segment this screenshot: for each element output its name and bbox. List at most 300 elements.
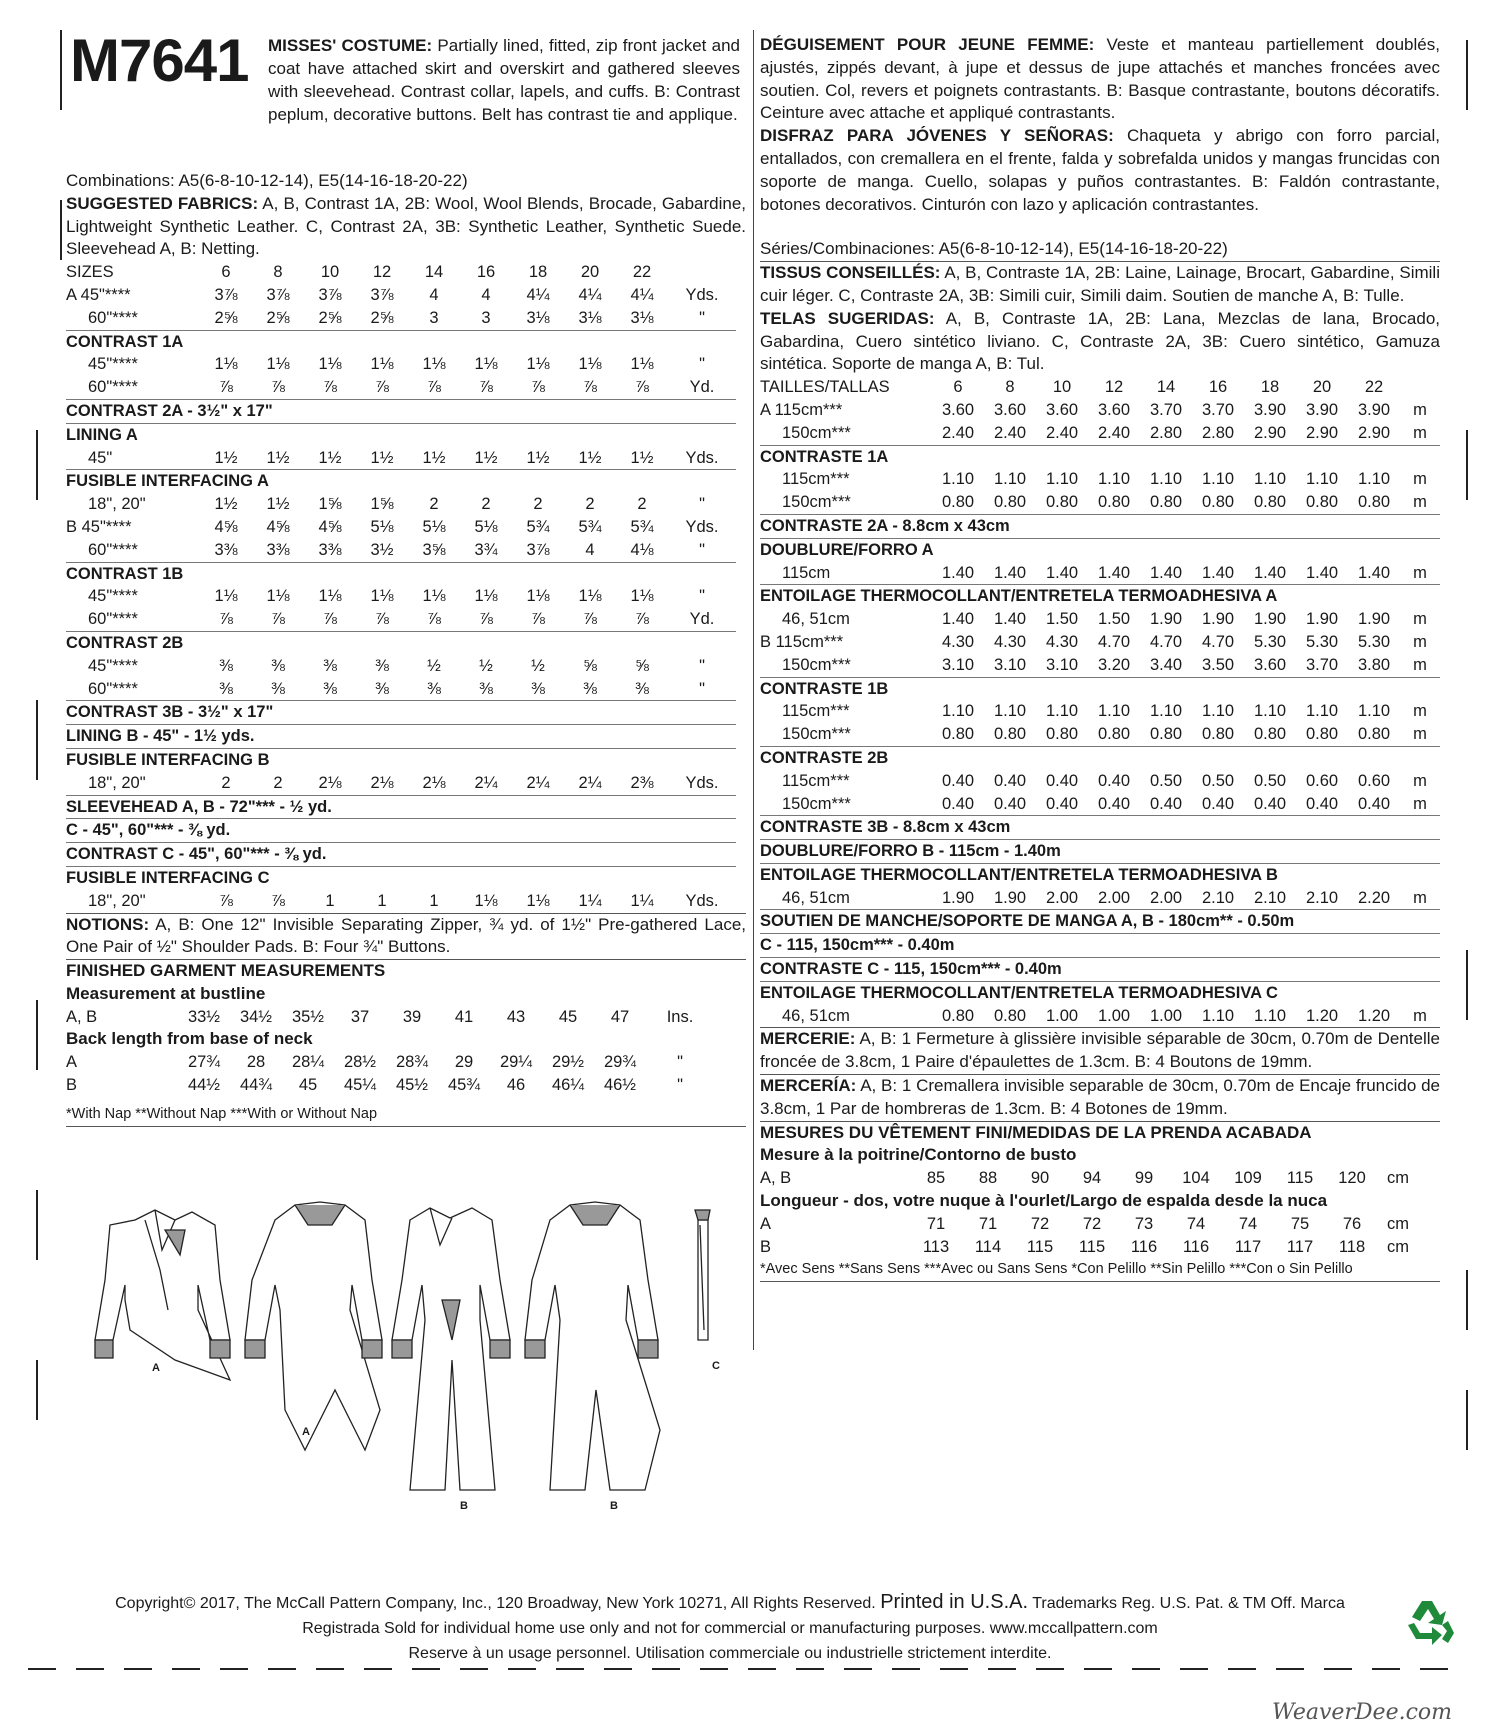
table-cell: 2¼ [474, 773, 498, 792]
table-cell: 2.40 [1045, 423, 1079, 442]
table-cell: m [1413, 610, 1427, 629]
row-label: 45"**** [88, 355, 138, 374]
mercerie-title: MERCERIE: [760, 1029, 856, 1049]
table-cell: 1⅛ [526, 587, 550, 606]
table-cell [1400, 376, 1440, 399]
footer-line-3: Reserve à un usage personnel. Utilisation commerciale ou industrielle strictement interdite. [408, 1645, 1052, 1662]
table-cell: 74 [1186, 1214, 1206, 1233]
table-cell: 1.90 [1201, 610, 1235, 629]
table-cell: ⅞ [635, 378, 649, 397]
table-cell: cm [1387, 1214, 1409, 1233]
table-cell: 4.70 [1149, 632, 1183, 651]
table-cell: ⅞ [427, 378, 441, 397]
table-cell: 99 [1134, 1169, 1154, 1188]
section-heading: CONTRASTE C - 115, 150cm*** - 0.40m [760, 958, 1440, 982]
table-row [66, 1006, 714, 1029]
table-cell: 45 [298, 1076, 318, 1095]
table-cell: 1.10 [1201, 470, 1235, 489]
table-cell: 1.40 [1045, 563, 1079, 582]
fabrics-title: SUGGESTED FABRICS: [66, 193, 259, 213]
table-cell: 1½ [422, 448, 446, 467]
table-cell: 2.40 [941, 423, 975, 442]
table-cell: ⅞ [531, 610, 545, 629]
notions-text: A, B: One 12" Invisible Separating Zipper, ¾ yd. of 1½" Pre-gathered Lace, One Pair of ½" Shoulder Pads. B: Four ¾" Buttons. [66, 914, 746, 957]
table-row [760, 934, 1440, 958]
table-cell: " [699, 587, 705, 606]
table-cell: 2 [585, 495, 595, 514]
table-cell: 28¾ [395, 1053, 429, 1072]
table-cell: ⅞ [479, 378, 493, 397]
table-cell: 1⅝ [370, 495, 394, 514]
table-cell: 90 [1030, 1169, 1050, 1188]
table-cell: 4 [585, 540, 595, 559]
table-cell: 6 [221, 263, 231, 282]
table-cell: ⅜ [219, 679, 233, 698]
table-cell: 3¾ [474, 540, 498, 559]
french-spanish-column [760, 34, 1440, 1282]
section-heading: CONTRAST C - 45", 60"*** - ⅜ yd. [66, 843, 736, 867]
table-cell: ⅜ [271, 679, 285, 698]
table-cell: ⅞ [375, 378, 389, 397]
row-label: B [760, 1237, 772, 1256]
table-cell: Yds. [685, 891, 719, 910]
mercerie-text: A, B: 1 Fermeture à glissière invisible séparable de 30cm, 0.70m de Dentelle froncée de 3.8cm, 1 Paire d'épaulettes de 1.3cm. B: 4 Boutons de 19mm. [760, 1029, 1440, 1072]
copyright-footer [60, 1590, 1400, 1666]
table-cell: 5⅛ [370, 517, 394, 536]
table-cell: 3⅞ [214, 285, 238, 304]
table-cell: 1⅛ [526, 355, 550, 374]
table-cell: 47 [610, 1007, 630, 1026]
table-cell: 2.00 [1045, 888, 1079, 907]
table-cell: m [1413, 493, 1427, 512]
table-cell: 16 [476, 263, 496, 282]
notions-title: NOTIONS: [66, 914, 150, 934]
table-cell: 33½ [187, 1007, 221, 1026]
table-cell: 12 [372, 263, 392, 282]
table-cell: Yds. [685, 517, 719, 536]
table-cell: 4¼ [578, 285, 602, 304]
section-heading: ENTOILAGE THERMOCOLLANT/ENTRETELA TERMOADHESIVA C [760, 981, 1440, 1004]
table-cell: 1¼ [630, 891, 654, 910]
table-cell: 29 [454, 1053, 474, 1072]
table-cell: 35½ [291, 1007, 325, 1026]
english-yardage-column [66, 170, 746, 1127]
margin-bar [60, 30, 62, 110]
table-cell: 3⅜ [266, 540, 290, 559]
table-cell: 5.30 [1357, 632, 1391, 651]
table-row [66, 261, 736, 284]
table-cell: ⅝ [635, 656, 649, 675]
table-cell: " [699, 495, 705, 514]
table-cell: 3⅜ [318, 540, 342, 559]
row-label: 45"**** [88, 587, 138, 606]
table-cell: 2.10 [1253, 888, 1287, 907]
margin-bar [36, 1000, 38, 1070]
pattern-code: M7641 [70, 27, 249, 94]
merceria-text: A, B: 1 Cremallera invisible separable de 30cm, 0.70m de Encaje fruncido de 3.8cm, 1 Par de hombreras de 1.3cm. B: 4 Botones de 19mm. [760, 1076, 1440, 1118]
table-cell: 41 [454, 1007, 474, 1026]
table-row [760, 863, 1440, 886]
table-cell: 1.40 [993, 563, 1027, 582]
table-cell: 1.10 [1305, 702, 1339, 721]
table-cell: 1½ [630, 448, 654, 467]
row-label: 18", 20" [88, 495, 146, 514]
label-view-a: A [152, 1362, 160, 1374]
telas-title: TELAS SUGERIDAS: [760, 308, 935, 328]
table-cell: ⅞ [219, 610, 233, 629]
table-cell: 1⅝ [318, 495, 342, 514]
table-cell: 1.10 [1357, 702, 1391, 721]
row-label: 115cm*** [782, 771, 850, 790]
table-cell: 1½ [214, 495, 238, 514]
section-heading: CONTRAST 1A [66, 330, 736, 353]
watermark-logo [1272, 1700, 1452, 1725]
table-cell: 1⅛ [474, 891, 498, 910]
row-label: A, B [760, 1169, 792, 1188]
table-cell: 0.80 [1201, 725, 1235, 744]
table-cell: 1 [325, 891, 335, 910]
table-cell: 3½ [370, 540, 394, 559]
table-row [760, 631, 1440, 654]
table-row [66, 655, 736, 678]
table-cell: 0.40 [1305, 794, 1339, 813]
table-cell: 2.00 [1097, 888, 1131, 907]
section-heading: ENTOILAGE THERMOCOLLANT/ENTRETELA TERMOADHESIVA A [760, 585, 1440, 608]
table-cell: 2⅝ [370, 308, 394, 327]
table-cell: ⅜ [583, 679, 597, 698]
fr-text: Veste et manteau partiellement doublés, ajustés, zippés devant, à jupe et dessus de jupe attachés et manches froncées avec soutien. Col, revers et poignets contrastants. B: Basque contrastante, boutons décoratifs. Ceinture avec attache et appliqué contrastants. [760, 35, 1440, 123]
fr-title: DÉGUISEMENT POUR JEUNE FEMME: [760, 35, 1095, 54]
table-cell: 4.30 [941, 632, 975, 651]
table-cell: 3.50 [1201, 655, 1235, 674]
table-cell: 1½ [370, 448, 394, 467]
table-cell: 1.40 [1357, 563, 1391, 582]
table-row [66, 284, 736, 307]
table-row [66, 866, 736, 889]
table-cell: 3⅛ [526, 308, 550, 327]
section-heading: CONTRASTE 2B [760, 746, 1440, 769]
table-row [760, 1236, 1418, 1259]
table-row [760, 399, 1440, 422]
table-cell: 0.60 [1357, 771, 1391, 790]
section-heading: CONTRAST 2A - 3½" x 17" [66, 399, 736, 423]
series: Séries/Combinaciones: A5(6-8-10-12-14), E5(14-16-18-20-22) [760, 238, 1440, 262]
table-cell: ⅞ [479, 610, 493, 629]
table-cell: 3⅛ [578, 308, 602, 327]
table-cell: " [699, 308, 705, 327]
table-cell: 1.40 [1097, 563, 1131, 582]
table-cell: 2.90 [1253, 423, 1287, 442]
table-cell: 20 [580, 263, 600, 282]
table-cell: 1.10 [941, 702, 975, 721]
table-cell: 1.10 [1253, 702, 1287, 721]
table-cell: 115 [1026, 1237, 1054, 1256]
row-label: 150cm*** [782, 794, 851, 813]
table-cell: 44½ [187, 1076, 221, 1095]
row-label: 45"**** [88, 656, 138, 675]
table-cell: ⅞ [375, 610, 389, 629]
table-cell: ⅜ [219, 656, 233, 675]
table-row [66, 631, 736, 654]
table-cell: 1½ [318, 448, 342, 467]
table-cell: 1.20 [1357, 1006, 1391, 1025]
section-heading: ENTOILAGE THERMOCOLLANT/ENTRETELA TERMOADHESIVA B [760, 863, 1440, 886]
table-cell: 2¼ [578, 773, 602, 792]
table-cell: 4.30 [1045, 632, 1079, 651]
table-row [66, 843, 736, 867]
section-heading: CONTRASTE 1A [760, 445, 1440, 468]
table-cell: Yd. [689, 378, 715, 397]
table-cell: Yd. [689, 610, 715, 629]
table-cell: 3.90 [1253, 400, 1287, 419]
row-label: B 115cm*** [760, 632, 844, 651]
section-heading: FUSIBLE INTERFACING C [66, 866, 736, 889]
table-cell: 0.50 [1149, 771, 1183, 790]
table-row [760, 538, 1440, 561]
table-cell: 2.40 [1097, 423, 1131, 442]
table-cell: 3.60 [993, 400, 1027, 419]
table-cell: 2.80 [1149, 423, 1183, 442]
table-row [66, 470, 736, 493]
table-row [760, 840, 1440, 864]
telas-sugeridas [760, 308, 1440, 376]
table-cell: " [699, 679, 705, 698]
table-cell: 4⅝ [266, 517, 290, 536]
table-row [760, 654, 1440, 677]
section-heading: C - 45", 60"*** - ⅜ yd. [66, 819, 736, 843]
table-cell: 46¼ [551, 1076, 585, 1095]
table-cell: 1.10 [1097, 702, 1131, 721]
table-cell: 72 [1082, 1214, 1102, 1233]
table-row [66, 795, 736, 819]
table-row [760, 422, 1440, 445]
table-cell: 1.50 [1045, 610, 1079, 629]
table-cell: ⅜ [635, 679, 649, 698]
table-cell: 104 [1182, 1169, 1210, 1188]
back-title-fr: Longueur - dos, votre nuque à l'ourlet/Largo de espalda desde la nuca [760, 1191, 1328, 1211]
table-row [760, 585, 1440, 608]
table-cell: 1.40 [1253, 563, 1287, 582]
table-cell: 8 [273, 263, 283, 282]
table-cell: cm [1387, 1169, 1409, 1188]
table-row [66, 819, 736, 843]
table-cell: 116 [1130, 1237, 1158, 1256]
table-cell: Yds. [685, 285, 719, 304]
table-cell: 1.10 [1149, 702, 1183, 721]
table-cell: 28¼ [291, 1053, 325, 1072]
table-cell: 117 [1234, 1237, 1262, 1256]
table-row [760, 608, 1440, 631]
table-cell: ⅜ [531, 679, 545, 698]
row-label: 150cm*** [782, 655, 851, 674]
table-row [66, 353, 736, 376]
section-heading: CONTRASTE 1B [760, 677, 1440, 700]
table-cell: 0.80 [1045, 725, 1079, 744]
table-cell: 0.50 [1201, 771, 1235, 790]
table-cell: " [699, 355, 705, 374]
table-cell: 3.80 [1357, 655, 1391, 674]
table-cell: ⅞ [271, 891, 285, 910]
tissus-text: A, B, Contraste 1A, 2B: Laine, Lainage, Brocart, Gabardine, Simili cuir léger. C, Contraste 2A, 3B: Simili cuir, Simili daim. Soutien de manche A, B: Tulle. [760, 263, 1440, 305]
footer-line-2: Registrada Sold for individual home use only and not for commercial or manufacturing purposes. www.mccallpattern.com [302, 1620, 1158, 1637]
section-heading: DOUBLURE/FORRO B - 115cm - 1.40m [760, 840, 1440, 864]
row-label: A 45"**** [66, 285, 131, 304]
table-cell: 0.50 [1253, 771, 1287, 790]
table-cell: 0.80 [1149, 725, 1183, 744]
table-cell: 1½ [214, 448, 238, 467]
table-cell: 1.10 [1097, 470, 1131, 489]
table-cell: 27¾ [187, 1053, 221, 1072]
table-cell: 1.10 [993, 470, 1027, 489]
recycle-icon [1402, 1595, 1458, 1652]
table-row [760, 770, 1440, 793]
table-cell: m [1413, 563, 1427, 582]
table-cell: 5¾ [526, 517, 550, 536]
table-cell: 1.40 [941, 610, 975, 629]
table-cell: ⅜ [479, 679, 493, 698]
section-heading: CONTRAST 1B [66, 562, 736, 585]
table-cell: " [699, 540, 705, 559]
table-cell: 1⅛ [474, 587, 498, 606]
intro-title: MISSES' COSTUME: [268, 36, 433, 55]
table-row [760, 958, 1440, 982]
table-cell: 1 [429, 891, 439, 910]
table-cell: 88 [978, 1169, 998, 1188]
table-cell: 16 [1208, 378, 1228, 397]
table-cell: 1.10 [993, 702, 1027, 721]
finished-title: FINISHED GARMENT MEASUREMENTS [66, 959, 746, 983]
table-row [760, 910, 1440, 934]
table-row [66, 772, 736, 795]
bust-title-fr: Mesure à la poitrine/Contorno de busto [760, 1145, 1077, 1165]
table-cell: 1.10 [1201, 1006, 1235, 1025]
table-cell: ½ [427, 656, 441, 675]
mesures-title: MESURES DU VÊTEMENT FINI/MEDIDAS DE LA PRENDA ACABADA [760, 1121, 1440, 1145]
table-cell: 120 [1338, 1169, 1366, 1188]
table-cell: 1.90 [1357, 610, 1391, 629]
telas-text: A, B, Contraste 1A, 2B: Lana, Mezclas de lana, Brocado, Gabardina, Cuero sintético liviano. C, Contraste 2A, 3B: Cuero sintético, Gamuza sintética. Soporte de manga A, B: Tul. [760, 308, 1440, 374]
table-cell: 0.80 [941, 1006, 975, 1025]
table-cell: 1⅛ [266, 355, 290, 374]
table-cell: ½ [531, 656, 545, 675]
spanish-description [760, 125, 1440, 216]
row-label: B 45"**** [66, 517, 132, 536]
table-cell: m [1413, 423, 1427, 442]
row-label: 60"**** [88, 308, 138, 327]
table-cell: ⅜ [375, 679, 389, 698]
row-label: 18", 20" [88, 773, 146, 792]
table-cell: 2.10 [1201, 888, 1235, 907]
table-cell: 1.90 [1305, 610, 1339, 629]
table-cell: 0.40 [1253, 794, 1287, 813]
table-cell: ⅞ [323, 610, 337, 629]
table-cell: 0.40 [1149, 794, 1183, 813]
table-cell: Ins. [666, 1007, 694, 1026]
table-cell: 1⅛ [318, 587, 342, 606]
table-cell: 1⅛ [422, 355, 446, 374]
table-cell: ⅞ [635, 610, 649, 629]
table-cell: 1.10 [1045, 702, 1079, 721]
table-row [760, 491, 1440, 514]
table-cell: 0.40 [1097, 794, 1131, 813]
table-cell: 2⅝ [214, 308, 238, 327]
footnote-fr: *Avec Sens **Sans Sens ***Avec ou Sans Sens *Con Pelillo **Sin Pelillo ***Con o Sin Pelillo [760, 1258, 1440, 1282]
table-row [760, 816, 1440, 840]
row-label: 45" [88, 448, 113, 467]
table-cell: 10 [1052, 378, 1072, 397]
view-b-front-sketch [392, 1208, 510, 1490]
table-cell: 0.80 [993, 725, 1027, 744]
table-cell: 18 [1260, 378, 1280, 397]
section-heading: CONTRAST 2B [66, 631, 736, 654]
footer-printed: Printed in U.S.A. [880, 1591, 1029, 1613]
table-row [66, 725, 736, 749]
table-cell: 2 [533, 495, 543, 514]
table-cell: 0.80 [1305, 725, 1339, 744]
table-cell: 1.10 [1149, 470, 1183, 489]
table-row [760, 514, 1440, 538]
garment-sketches [80, 1190, 760, 1540]
back-length-table [66, 1051, 714, 1097]
table-cell: 1.10 [1045, 470, 1079, 489]
table-cell: ⅜ [427, 679, 441, 698]
table-cell: " [699, 656, 705, 675]
section-heading: LINING A [66, 423, 736, 446]
table-cell: 4⅛ [630, 540, 654, 559]
table-row [66, 562, 736, 585]
table-cell: 2⅝ [266, 308, 290, 327]
table-row [760, 746, 1440, 769]
label-view-c: C [712, 1360, 720, 1372]
table-cell: 1.40 [1305, 563, 1339, 582]
table-cell: 3.60 [1045, 400, 1079, 419]
section-heading: CONTRAST 3B - 3½" x 17" [66, 701, 736, 725]
table-cell: 0.80 [1097, 725, 1131, 744]
table-cell: 1⅛ [630, 355, 654, 374]
tissus-conseilles [760, 262, 1440, 308]
table-cell: 3⅞ [370, 285, 394, 304]
table-cell: 2 [637, 495, 647, 514]
table-cell: 2 [273, 773, 283, 792]
merceria [760, 1074, 1440, 1121]
table-cell: 0.40 [1045, 771, 1079, 790]
table-cell: 46½ [603, 1076, 637, 1095]
table-cell: ⅞ [323, 378, 337, 397]
table-row [66, 493, 736, 516]
table-cell: 116 [1182, 1237, 1210, 1256]
bust-table [66, 1006, 714, 1029]
label-view-b: B [460, 1500, 468, 1512]
table-cell: 4⅝ [318, 517, 342, 536]
table-cell: 3.40 [1149, 655, 1183, 674]
row-label: 46, 51cm [782, 1006, 850, 1025]
back-title: Back length from base of neck [66, 1029, 313, 1049]
row-label: B [66, 1076, 78, 1095]
table-cell: m [1413, 1006, 1427, 1025]
table-cell: 1.50 [1097, 610, 1131, 629]
table-row [66, 447, 736, 470]
footer-copyright: Copyright© 2017, The McCall Pattern Company, Inc., 120 Broadway, New York 10271, All Rights Reserved. [115, 1595, 876, 1612]
table-cell: 1 [377, 891, 387, 910]
table-cell: 0.80 [993, 493, 1027, 512]
table-cell: m [1413, 725, 1427, 744]
table-cell: 3⅞ [318, 285, 342, 304]
table-cell: 109 [1234, 1169, 1262, 1188]
table-cell: ½ [479, 656, 493, 675]
margin-bar [36, 1190, 38, 1260]
table-row [760, 468, 1440, 491]
table-cell: 44¾ [239, 1076, 273, 1095]
